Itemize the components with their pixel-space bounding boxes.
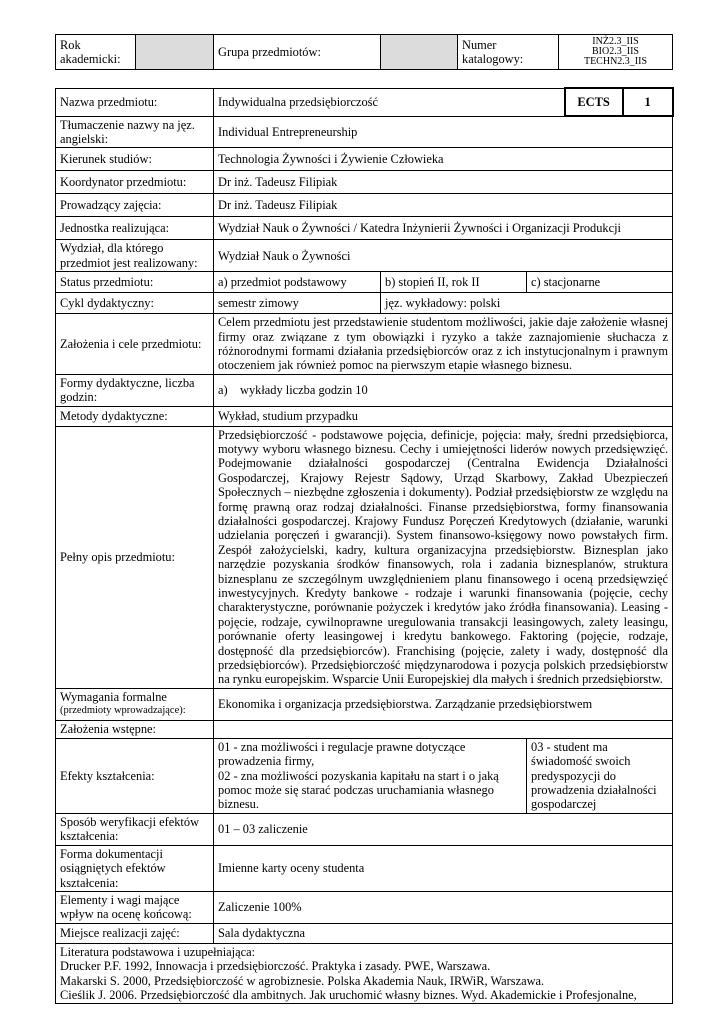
catalog-number: BIO2.3_IIS bbox=[592, 46, 639, 57]
formy-label: Formy dydaktyczne, liczba godzin: bbox=[56, 374, 214, 406]
row-miejsce bbox=[56, 923, 673, 943]
literatura-item: Makarski S. 2000, Przedsiębiorczość w agrobiznesie. Polska Akademia Nauk, IRWiR, Warszawa. bbox=[60, 973, 545, 988]
ects-value: 1 bbox=[623, 88, 673, 116]
efekt-03: 03 - student ma świadomość swoich predyspozycji do prowadzenia działalności gospodarczej bbox=[527, 738, 673, 813]
jednostka-label: Jednostka realizująca: bbox=[56, 217, 214, 240]
grupa-przedmiotow-label: Grupa przedmiotów: bbox=[214, 35, 381, 70]
rok-akademicki-value bbox=[136, 35, 214, 70]
row-kierunek bbox=[56, 148, 673, 171]
row-metody bbox=[56, 406, 673, 426]
kierunek-label: Kierunek studiów: bbox=[56, 148, 214, 171]
wymagania-value: Ekonomika i organizacja przedsiębiorstwa. Zarządzanie przedsiębiorstwem bbox=[214, 688, 673, 720]
row-tlumaczenie bbox=[56, 116, 673, 148]
efekt-02: 02 - zna możliwości pozyskania kapitału na start i o jaką pomoc może się starać podczas uruchamiania własnego biznesu. bbox=[218, 768, 499, 812]
zalozenia-label: Założenia i cele przedmiotu: bbox=[56, 314, 214, 375]
row-status bbox=[56, 272, 673, 293]
row-formy bbox=[56, 374, 673, 406]
row-dokumentacja bbox=[56, 845, 673, 891]
weryfikacja-label: Sposób weryfikacji efektów kształcenia: bbox=[56, 813, 214, 845]
zalozenia-wstepne-label: Założenia wstępne: bbox=[56, 720, 214, 738]
kierunek-value: Technologia Żywności i Żywienie Człowieka bbox=[214, 148, 673, 171]
status-c: c) stacjonarne bbox=[527, 272, 673, 293]
efekty-label: Efekty kształcenia: bbox=[56, 738, 214, 813]
row-efekty bbox=[56, 738, 673, 813]
zalozenia-wstepne-value bbox=[214, 720, 673, 738]
catalog-number: INŻ2.3_IIS bbox=[592, 36, 639, 47]
literatura-item: Drucker P.F. 1992, Innowacja i przedsiębiorczość. Praktyka i zasady. PWE, Warszawa. bbox=[60, 959, 491, 974]
tlumaczenie-label: Tłumaczenie nazwy na jęz. angielski: bbox=[56, 116, 214, 148]
grupa-przedmiotow-value bbox=[381, 35, 458, 70]
wymagania-label-cell bbox=[56, 688, 214, 720]
wymagania-label-sub: (przedmioty wprowadzające): bbox=[60, 705, 186, 717]
row-literatura bbox=[56, 943, 673, 1004]
catalog-numbers bbox=[559, 35, 673, 70]
wydzial-label: Wydział, dla którego przedmiot jest realizowany: bbox=[56, 240, 214, 272]
nazwa-label: Nazwa przedmiotu: bbox=[56, 88, 214, 116]
catalog-number: TECHN2.3_IIS bbox=[583, 56, 648, 67]
row-zalozenia-wstepne bbox=[56, 720, 673, 738]
miejsce-value: Sala dydaktyczna bbox=[214, 923, 673, 943]
wymagania-label: Wymagania formalne bbox=[60, 689, 167, 704]
elementy-label: Elementy i wagi mające wpływ na ocenę końcową: bbox=[56, 891, 214, 923]
status-a: a) przedmiot podstawowy bbox=[214, 272, 381, 293]
numer-katalogowy-label: Numer katalogowy: bbox=[458, 35, 559, 70]
literatura-item: Cieślik J. 2006. Przedsiębiorczość dla ambitnych. Jak uruchomić własny biznes. Wyd. Akademickie i Profesjonalne, bbox=[60, 987, 637, 1002]
wydzial-value: Wydział Nauk o Żywności bbox=[214, 240, 673, 272]
row-jednostka bbox=[56, 217, 673, 240]
koordynator-label: Koordynator przedmiotu: bbox=[56, 171, 214, 194]
row-cykl bbox=[56, 293, 673, 314]
nazwa-value: Indywidualna przedsiębiorczość bbox=[214, 88, 565, 116]
rok-akademicki-label: Rok akademicki: bbox=[56, 35, 136, 70]
metody-label: Metody dydaktyczne: bbox=[56, 406, 214, 426]
literatura-label: Literatura podstawowa i uzupełniająca: bbox=[60, 944, 256, 959]
miejsce-label: Miejsce realizacji zajęć: bbox=[56, 923, 214, 943]
cykl-jezyk: jęz. wykładowy: polski bbox=[381, 293, 673, 314]
row-zalozenia bbox=[56, 314, 673, 375]
row-elementy bbox=[56, 891, 673, 923]
literatura-cell bbox=[56, 943, 673, 1004]
opis-value: Przedsiębiorczość - podstawowe pojęcia, definicje, pojęcia: mały, średni przedsiębiorca, motywy wyboru własnego biznesu. Cechy i umiejętności liderów nowych przedsięwzięć. Podejmowanie działalności gospodarczej (Centralna Ewidencja Działalności Gospodarczej, Krajowy Rejestr Sądowy, Urząd Skarbowy, Zakład Ubezpieczeń Społecznych – niezbędne zgłoszenia i dokumenty). Podział przedsiębiorstw ze względu na formę prawną oraz rodzaj działalności. Finanse przedsiębiorstwa, formy finansowania działalności gospodarczej. Krajowy Fundusz Poręczeń Kredytowych (działanie, warunki udzielania poręczeń i gwarancji). System finansowo-księgowy nowo powstałych firm. Zespół założycielski, kadry, kultura organizacyjna przedsiębiorstw. Biznesplan jako narzędzie pozyskania środków finansowych, rola i zadania biznesplanów, struktura biznesplanu ze szczególnym uwzględnieniem planu finansowego i oceną przedsięwzięć inwestycyjnych. Kredyty bankowe - rodzaje i warunki finansowania (pojęcie, cechy charakterystyczne, porównanie pożyczek i kredytów jako źródła finansowania). Leasing - pojęcie, rodzaje, cywilnoprawne uregulowania transakcji leasingowych, zalety leasingu, porównanie oferty leasingowej i kredytu bankowego. Faktoring (pojęcie, rodzaje, dostępność dla przedsiębiorców). Franchising (pojęcie, zalety i wady, dostępność dla przedsiębiorców). Przedsiębiorczość międzynarodowa i pozycja polskich przedsiębiorstw na rynku europejskim. Wsparcie Unii Europejskiej dla małych i średnich przedsiębiorstw. bbox=[214, 426, 673, 688]
efekty-left bbox=[214, 738, 527, 813]
dokumentacja-value: Imienne karty oceny studenta bbox=[214, 845, 673, 891]
course-table bbox=[55, 87, 674, 1004]
jednostka-value: Wydział Nauk o Żywności / Katedra Inżynierii Żywności i Organizacji Produkcji bbox=[214, 217, 673, 240]
dokumentacja-label: Forma dokumentacji osiągniętych efektów kształcenia: bbox=[56, 845, 214, 891]
zalozenia-value: Celem przedmiotu jest przedstawienie studentom możliwości, jakie daje założenie własnej firmy oraz związane z tym obowiązki i ryzyko a także zaznajomienie słuchacza z różnorodnymi formami działania przedsiębiorców oraz z ich instytucjonalnym i prawnym otoczeniem jak również pomoc na pierwszym etapie własnego biznesu. bbox=[214, 314, 673, 375]
row-prowadzacy bbox=[56, 194, 673, 217]
metody-value: Wykład, studium przypadku bbox=[214, 406, 673, 426]
koordynator-value: Dr inż. Tadeusz Filipiak bbox=[214, 171, 673, 194]
prowadzacy-value: Dr inż. Tadeusz Filipiak bbox=[214, 194, 673, 217]
cykl-value: semestr zimowy bbox=[214, 293, 381, 314]
header-table bbox=[55, 34, 673, 70]
tlumaczenie-value: Individual Entrepreneurship bbox=[214, 116, 673, 148]
status-label: Status przedmiotu: bbox=[56, 272, 214, 293]
prowadzacy-label: Prowadzący zajęcia: bbox=[56, 194, 214, 217]
row-opis bbox=[56, 426, 673, 688]
ects-label: ECTS bbox=[565, 88, 623, 116]
formy-value: a) wykłady liczba godzin 10 bbox=[214, 374, 673, 406]
row-wymagania bbox=[56, 688, 673, 720]
cykl-label: Cykl dydaktyczny: bbox=[56, 293, 214, 314]
opis-label: Pełny opis przedmiotu: bbox=[56, 426, 214, 688]
status-b: b) stopień II, rok II bbox=[381, 272, 527, 293]
efekt-01: 01 - zna możliwości i regulacje prawne dotyczące prowadzenia firmy, bbox=[218, 739, 466, 769]
row-koordynator bbox=[56, 171, 673, 194]
row-wydzial bbox=[56, 240, 673, 272]
row-nazwa bbox=[56, 88, 673, 116]
row-weryfikacja bbox=[56, 813, 673, 845]
elementy-value: Zaliczenie 100% bbox=[214, 891, 673, 923]
weryfikacja-value: 01 – 03 zaliczenie bbox=[214, 813, 673, 845]
